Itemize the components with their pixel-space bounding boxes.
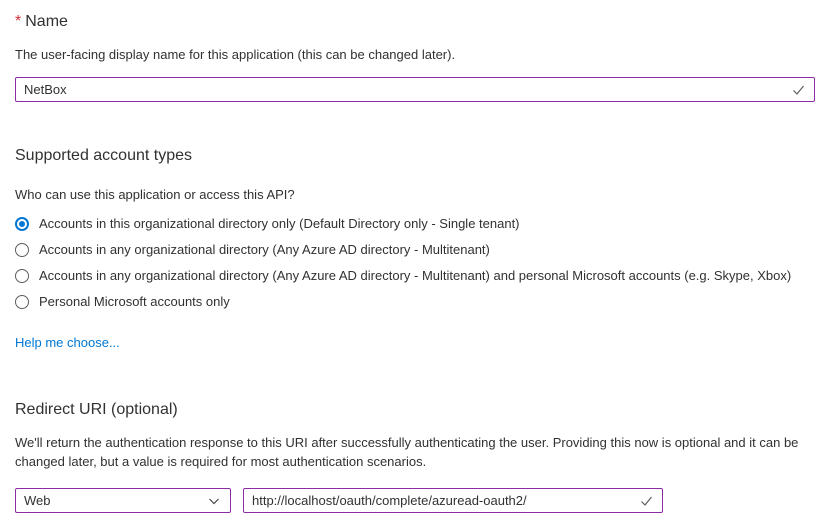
- name-description: The user-facing display name for this application (this can be changed later).: [15, 47, 456, 62]
- redirect-uri-input-wrap: [243, 488, 663, 513]
- help-me-choose-link[interactable]: Help me choose...: [15, 335, 120, 350]
- radio-button-icon[interactable]: [15, 243, 29, 257]
- radio-button-icon[interactable]: [15, 269, 29, 283]
- name-label: Name: [25, 13, 68, 30]
- radio-option-multitenant-personal[interactable]: [15, 268, 815, 284]
- account-types-title: Supported account types: [15, 147, 193, 164]
- name-input-wrap: [15, 77, 815, 102]
- radio-option-multitenant[interactable]: [15, 242, 815, 258]
- radio-option-personal-only[interactable]: [15, 294, 815, 310]
- platform-select[interactable]: [15, 488, 231, 513]
- name-input[interactable]: [15, 77, 815, 102]
- account-types-radio-group: [15, 216, 815, 310]
- radio-option-single-tenant[interactable]: [15, 216, 815, 232]
- required-asterisk: *: [15, 13, 22, 30]
- redirect-uri-description: We'll return the authentication response to this URI after successfully authenticating the user. Providing this now is optional and it can be changed later, but a value is required for most authentication scenarios.: [15, 435, 799, 469]
- radio-option-label: Accounts in this organizational directory only (Default Directory only - Single tenant): [39, 216, 520, 231]
- radio-option-label: Accounts in any organizational directory (Any Azure AD directory - Multitenant): [39, 242, 490, 257]
- chevron-down-icon: [207, 494, 221, 508]
- name-section-title: [15, 12, 815, 32]
- radio-button-icon[interactable]: [15, 217, 29, 231]
- platform-select-value: Web: [24, 493, 51, 508]
- radio-option-label: Accounts in any organizational directory (Any Azure AD directory - Multitenant) and personal Microsoft accounts (e.g. Skype, Xbox): [39, 268, 792, 283]
- redirect-uri-title: Redirect URI (optional): [15, 401, 178, 418]
- radio-button-icon[interactable]: [15, 295, 29, 309]
- account-types-question: Who can use this application or access this API?: [15, 187, 295, 202]
- radio-option-label: Personal Microsoft accounts only: [39, 294, 230, 309]
- redirect-uri-input[interactable]: [243, 488, 663, 513]
- redirect-uri-row: [15, 488, 815, 513]
